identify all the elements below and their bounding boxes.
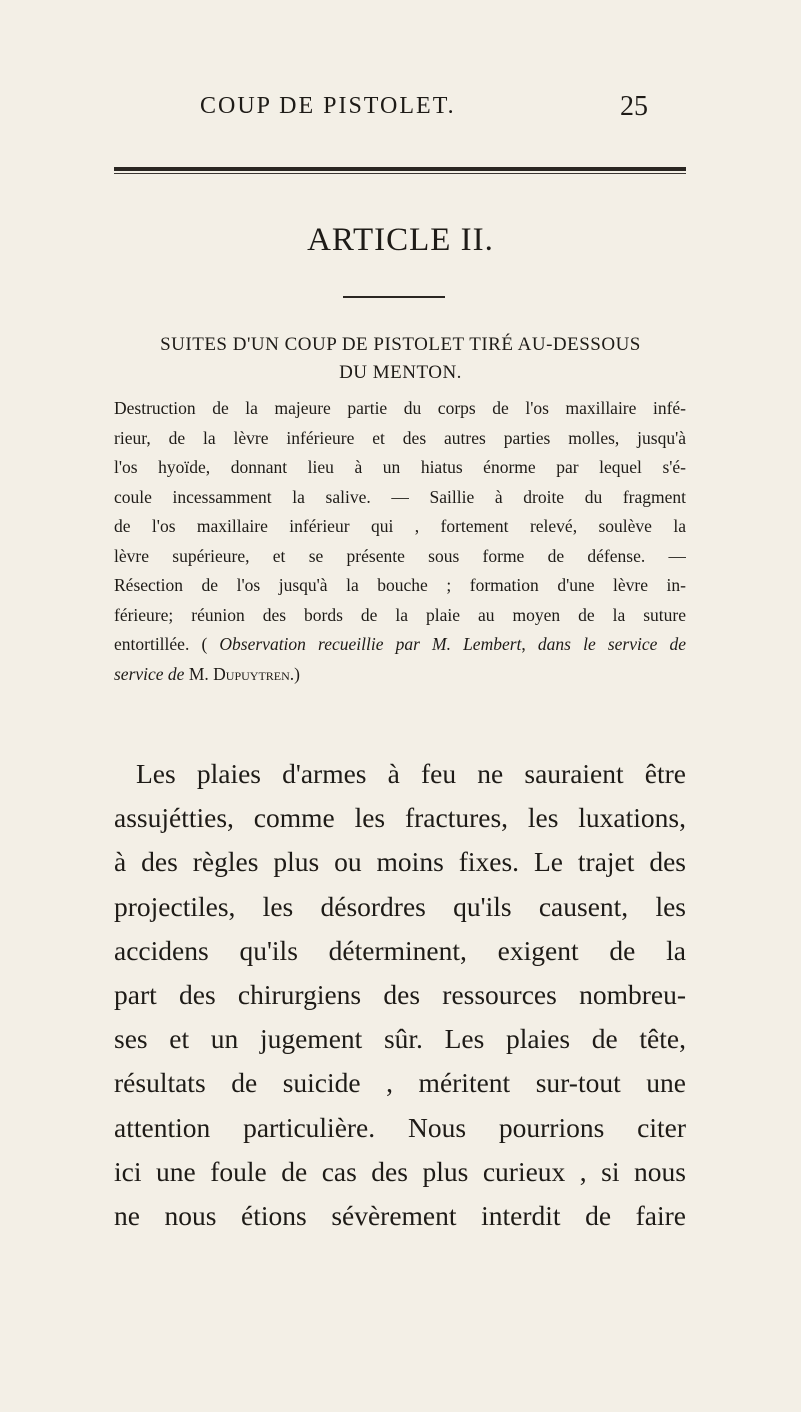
name-prefix: M.: [188, 663, 209, 684]
surgeon-name: Dupuytren: [213, 663, 290, 684]
summary-line: de l'os maxillaire inférieur qui , fortement relevé, soulève la: [114, 516, 686, 536]
body-line: ici une foule de cas des plus curieux , si nous: [114, 1155, 686, 1187]
summary-line: rieur, de la lèvre inférieure et des autres parties molles, jusqu'à: [114, 427, 686, 448]
header-rule-thick: [114, 167, 686, 171]
body-line: assujétties, comme les fractures, les luxations,: [114, 802, 686, 834]
body-line: ses et un jugement sûr. Les plaies de tête,: [114, 1023, 686, 1055]
running-head: [0, 93, 801, 133]
summary-line: férieure; réunion des bords de la plaie au moyen de la suture: [114, 604, 686, 625]
observation-credit-service: dans le service de: [537, 634, 686, 654]
body-line: résultats de suicide , méritent sur-tout une: [114, 1067, 686, 1099]
header-rule-thin: [114, 173, 686, 174]
body-line: Les plaies d'armes à feu ne sauraient être: [136, 758, 686, 789]
summary-heading-line: DU MENTON.: [339, 362, 462, 383]
paren-close: .): [289, 663, 300, 684]
summary-line: Résection de l'os jusqu'à la bouche ; formation d'une lèvre in-: [114, 575, 686, 595]
summary-heading: [100, 331, 701, 387]
body-line: part des chirurgiens des ressources nombreu-: [114, 979, 686, 1011]
body-line: accidens qu'ils déterminent, exigent de la: [114, 934, 686, 966]
summary-line-end: entortillée.: [114, 634, 190, 654]
summary-line: Destruction de la majeure partie du corps de l'os maxillaire infé-: [114, 398, 686, 418]
body-line: attention particulière. Nous pourrions citer: [114, 1111, 686, 1143]
comma: ,: [521, 634, 526, 654]
page-number: 25: [620, 91, 648, 122]
observation-credit: Observation recueillie par M. Lembert: [219, 634, 522, 654]
summary-line: l'os hyoïde, donnant lieu à un hiatus énorme par lequel s'é-: [114, 457, 686, 477]
summary-line-observation: [114, 630, 686, 660]
running-head-title: COUP DE PISTOLET.: [200, 93, 456, 119]
summary-line: coule incessamment la salive. — Saillie à droite du fragment: [114, 486, 686, 507]
article-heading: ARTICLE II.: [307, 222, 494, 258]
summary-line: lèvre supérieure, et se présente sous forme de défense. —: [114, 545, 686, 566]
summary-heading-line: SUITES D'UN COUP DE PISTOLET TIRÉ AU-DESSOUS: [160, 334, 641, 355]
body-line: ne nous étions sévèrement interdit de faire: [114, 1200, 686, 1232]
heading-separator-rule: [343, 296, 445, 298]
summary-line-service: service de M. Dupuytren.): [114, 663, 300, 684]
case-summary: [114, 394, 686, 689]
body-paragraph: [114, 752, 686, 1238]
paren-open: (: [201, 634, 208, 654]
body-line: à des règles plus ou moins fixes. Le trajet des: [114, 846, 686, 878]
body-line: projectiles, les désordres qu'ils causent, les: [114, 890, 686, 922]
